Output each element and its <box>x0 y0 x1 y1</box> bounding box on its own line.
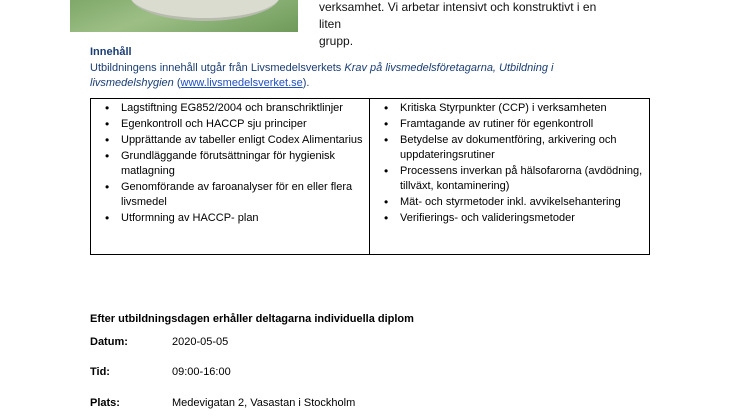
left-topic-list <box>91 101 365 226</box>
hero-text-line: verksamhet. Vi arbetar intensivt och konstruktivt i en liten <box>319 0 597 31</box>
list-item: • Genomförande av faroanalyser för en eller flera livsmedel <box>111 180 365 210</box>
content-table <box>90 98 650 255</box>
hero-text-line: grupp. <box>319 34 354 48</box>
diploma-notice: Efter utbildningsdagen erhåller deltagarna individuella diplom <box>90 313 414 325</box>
list-item: • Betydelse av dokumentföring, arkivering och uppdateringsrutiner <box>390 133 645 163</box>
hero-text <box>319 0 619 50</box>
intro-italic-title: Krav på livsmedelsföretagarna, Utbildning i livsmedelshygien <box>90 62 554 89</box>
content-column-left <box>91 99 370 254</box>
list-item: • Grundläggande förutsättningar för hygienisk matlagning <box>111 149 365 179</box>
intro-paren-open: ( <box>173 77 181 89</box>
place-label: Plats: <box>90 397 120 409</box>
list-item: • Egenkontroll och HACCP sju principer <box>111 117 365 132</box>
plate-graphic <box>130 0 280 21</box>
hero-food-image <box>70 0 298 32</box>
time-value: 09:00-16:00 <box>172 366 231 378</box>
date-value: 2020-05-05 <box>172 336 229 348</box>
date-label: Datum: <box>90 336 128 348</box>
list-item: • Lagstiftning EG852/2004 och branschriktlinjer <box>111 101 365 116</box>
section-heading-content: Innehåll <box>90 46 132 58</box>
right-topic-list <box>370 101 645 226</box>
intro-prefix: Utbildningens innehåll utgår från Livsmedelsverkets <box>90 62 345 74</box>
livsmedelsverket-link[interactable]: www.livsmedelsverket.se <box>180 77 303 89</box>
place-value: Medevigatan 2, Vasastan i Stockholm <box>172 397 356 409</box>
intro-paragraph <box>90 61 610 91</box>
content-column-right <box>370 99 649 254</box>
time-label: Tid: <box>90 366 110 378</box>
list-item: • Framtagande av rutiner för egenkontroll <box>390 117 645 132</box>
list-item: • Utformning av HACCP- plan <box>111 211 365 226</box>
list-item: • Verifierings- och valideringsmetoder <box>390 211 645 226</box>
intro-paren-close: ). <box>302 77 310 89</box>
list-item: • Kritiska Styrpunkter (CCP) i verksamheten <box>390 101 645 116</box>
list-item: • Mät- och styrmetoder inkl. avvikelsehantering <box>390 195 645 210</box>
list-item: • Processens inverkan på hälsofarorna (avdödning, tillväxt, kontaminering) <box>390 164 645 194</box>
list-item: • Upprättande av tabeller enligt Codex Alimentarius <box>111 133 365 148</box>
